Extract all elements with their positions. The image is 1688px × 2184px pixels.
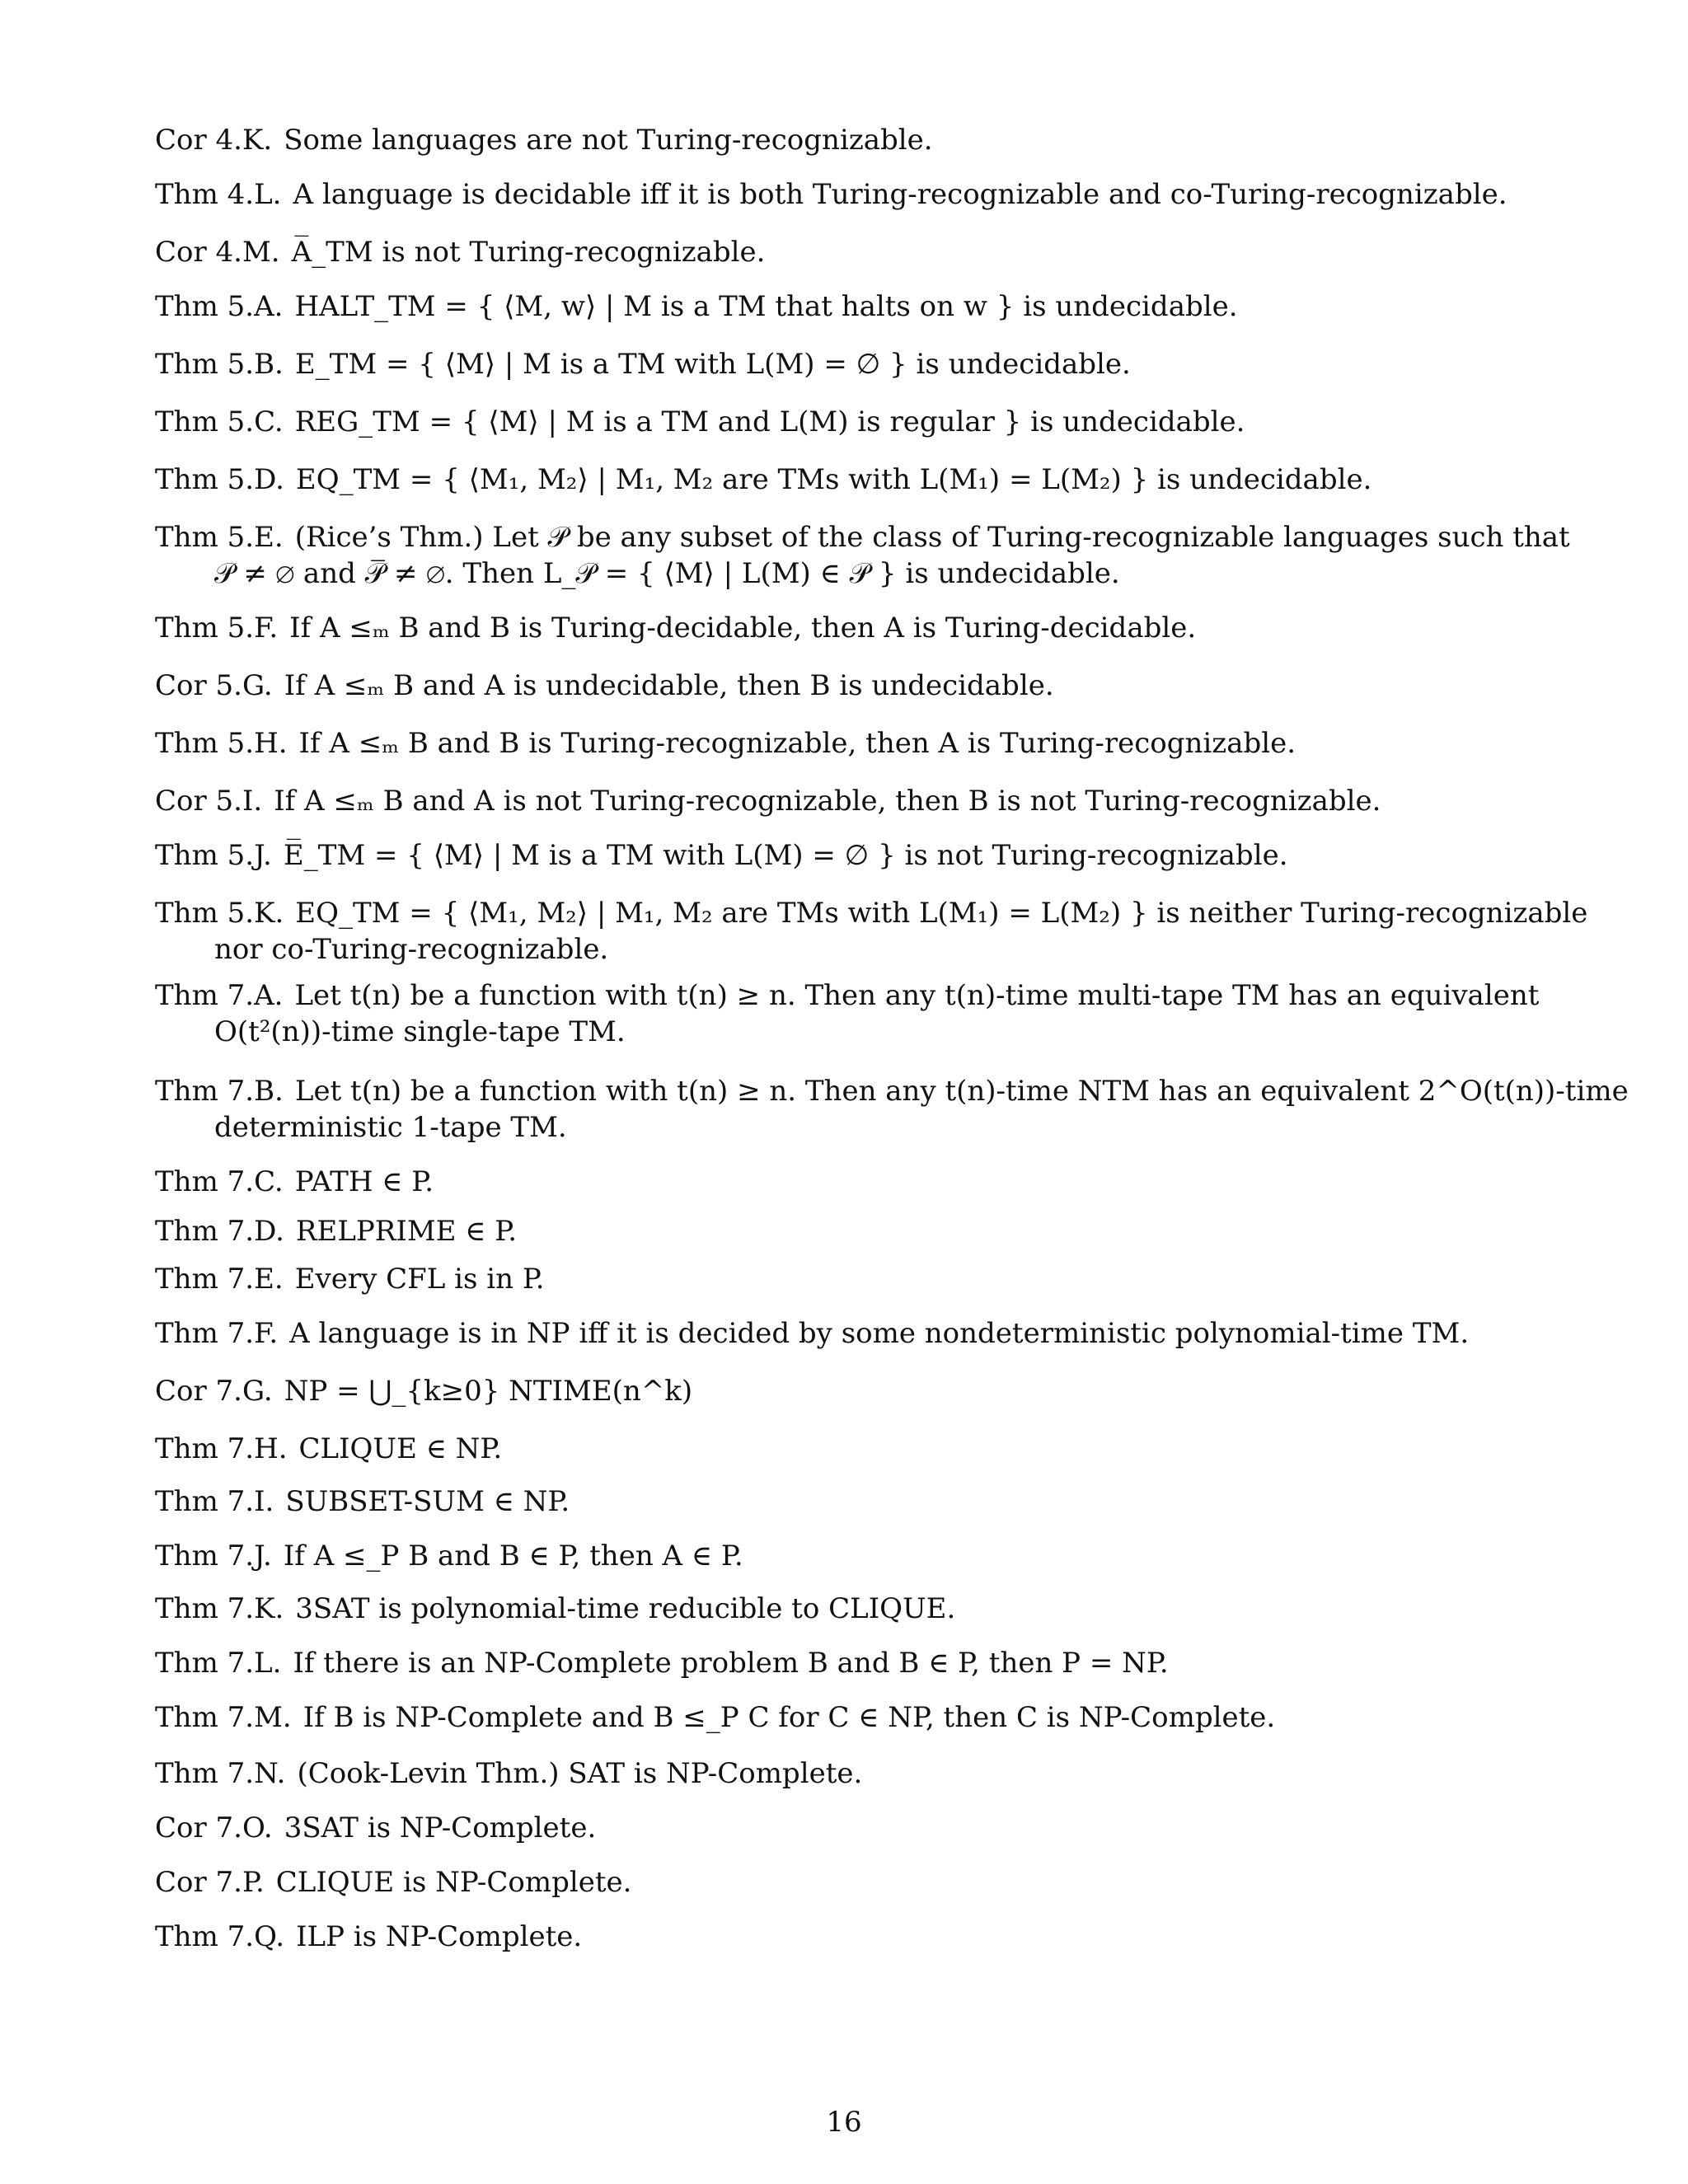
statement-text: E_TM = { ⟨M⟩ | M is a TM with L(M) = ∅ } is undecidable. bbox=[294, 348, 1131, 381]
statement-label: Thm 5.C. bbox=[155, 405, 284, 438]
statement-item bbox=[155, 1699, 1533, 1736]
statement-item bbox=[155, 1431, 1533, 1467]
statement-text: A language is in NP iff it is decided by some nondeterministic polynomial-time TM. bbox=[289, 1317, 1470, 1350]
statement-item bbox=[155, 1810, 1533, 1846]
statement-label: Cor 7.O. bbox=[155, 1811, 273, 1844]
statement-label: Thm 7.D. bbox=[155, 1215, 284, 1248]
statement-text: E̅_TM = { ⟨M⟩ | M is a TM with L(M) = ∅ } is not Turing-recognizable. bbox=[283, 839, 1288, 872]
statement-item bbox=[155, 1315, 1533, 1352]
statement-item bbox=[155, 1483, 1533, 1520]
statement-item bbox=[155, 288, 1533, 325]
statement-item bbox=[155, 404, 1533, 440]
statement-text: If A ≤ₘ B and A is undecidable, then B is undecidable. bbox=[284, 669, 1054, 702]
statement-label: Cor 4.M. bbox=[155, 236, 280, 269]
statement-text: If A ≤ₘ B and A is not Turing-recognizable, then B is not Turing-recognizable. bbox=[274, 785, 1381, 818]
statement-text-continued: deterministic 1-tape TM. bbox=[214, 1111, 567, 1144]
statement-text: 3SAT is polynomial-time reducible to CLIQUE. bbox=[295, 1592, 956, 1625]
statement-text: A̅_TM is not Turing-recognizable. bbox=[291, 236, 766, 269]
statement-label: Cor 7.G. bbox=[155, 1375, 273, 1408]
statement-label: Thm 5.J. bbox=[155, 839, 272, 872]
statement-text: (Cook-Levin Thm.) SAT is NP-Complete. bbox=[297, 1757, 863, 1790]
statement-item bbox=[155, 610, 1533, 646]
statement-text: SUBSET-SUM ∈ NP. bbox=[285, 1485, 570, 1518]
statement-label: Thm 5.A. bbox=[155, 290, 284, 323]
statement-text: NP = ⋃_{k≥0} NTIME(n^k) bbox=[284, 1375, 693, 1408]
statement-text: Some languages are not Turing-recognizable. bbox=[284, 124, 933, 157]
statement-text: A language is decidable iff it is both Turing-recognizable and co-Turing-recognizable. bbox=[293, 178, 1507, 211]
statement-text: (Rice’s Thm.) Let 𝒫 be any subset of the class of Turing-recognizable languages such that bbox=[294, 521, 1570, 554]
statement-item bbox=[155, 1645, 1533, 1681]
statement-label: Thm 7.K. bbox=[155, 1592, 284, 1625]
statement-label: Thm 7.B. bbox=[155, 1075, 284, 1108]
statement-label: Thm 7.H. bbox=[155, 1432, 288, 1465]
statement-label: Thm 5.E. bbox=[155, 521, 284, 554]
statement-text: PATH ∈ P. bbox=[294, 1165, 434, 1198]
statement-label: Thm 7.C. bbox=[155, 1165, 284, 1198]
statement-text: Every CFL is in P. bbox=[294, 1263, 545, 1296]
statement-label: Cor 5.I. bbox=[155, 785, 263, 818]
statement-label: Cor 5.G. bbox=[155, 669, 273, 702]
statement-label: Thm 7.N. bbox=[155, 1757, 286, 1790]
statement-text-continued: nor co-Turing-recognizable. bbox=[214, 933, 609, 966]
statement-text-continued: O(t²(n))-time single-tape TM. bbox=[214, 1015, 626, 1048]
statement-text: CLIQUE ∈ NP. bbox=[298, 1432, 503, 1465]
statement-item bbox=[155, 895, 1588, 968]
statement-label: Thm 5.D. bbox=[155, 463, 284, 496]
statement-label: Thm 5.H. bbox=[155, 727, 288, 760]
statement-label: Thm 5.B. bbox=[155, 348, 284, 381]
statement-label: Thm 7.M. bbox=[155, 1701, 292, 1734]
statement-text: Let t(n) be a function with t(n) ≥ n. Then any t(n)-time NTM has an equivalent 2^O(t(n))-time bbox=[294, 1075, 1629, 1108]
statement-item bbox=[155, 462, 1533, 498]
statement-item bbox=[155, 519, 1570, 592]
statement-item bbox=[155, 977, 1540, 1050]
statement-item bbox=[155, 837, 1533, 874]
statement-label: Cor 7.P. bbox=[155, 1866, 265, 1899]
statement-item bbox=[155, 1073, 1629, 1146]
statement-label: Thm 7.A. bbox=[155, 979, 284, 1012]
statement-text: EQ_TM = { ⟨M₁, M₂⟩ | M₁, M₂ are TMs with L(M₁) = L(M₂) } is undecidable. bbox=[295, 463, 1372, 496]
statement-item bbox=[155, 783, 1533, 819]
statement-item bbox=[155, 234, 1533, 270]
statement-text: If A ≤ₘ B and B is Turing-recognizable, then A is Turing-recognizable. bbox=[298, 727, 1296, 760]
statement-item bbox=[155, 1164, 1533, 1200]
statement-text: HALT_TM = { ⟨M, w⟩ | M is a TM that halts on w } is undecidable. bbox=[294, 290, 1238, 323]
statement-text: If A ≤_P B and B ∈ P, then A ∈ P. bbox=[283, 1540, 743, 1572]
statement-label: Cor 4.K. bbox=[155, 124, 273, 157]
statement-text: ILP is NP-Complete. bbox=[296, 1920, 583, 1953]
statement-item bbox=[155, 725, 1533, 762]
statement-item bbox=[155, 346, 1533, 382]
statement-text: REG_TM = { ⟨M⟩ | M is a TM and L(M) is regular } is undecidable. bbox=[294, 405, 1245, 438]
statement-item bbox=[155, 122, 1533, 158]
statement-label: Thm 7.I. bbox=[155, 1485, 274, 1518]
statement-text: RELPRIME ∈ P. bbox=[295, 1215, 518, 1248]
statement-label: Thm 7.J. bbox=[155, 1540, 272, 1572]
statement-item bbox=[155, 1591, 1533, 1627]
statement-item bbox=[155, 1373, 1533, 1409]
page-number: 16 bbox=[826, 2106, 862, 2139]
statement-text-continued: 𝒫 ≠ ∅ and 𝒫̅ ≠ ∅. Then L_𝒫 = { ⟨M⟩ | L(M) ∈ 𝒫 } is undecidable. bbox=[214, 557, 1120, 590]
statement-item bbox=[155, 1261, 1533, 1297]
statement-text: If B is NP-Complete and B ≤_P C for C ∈ NP, then C is NP-Complete. bbox=[302, 1701, 1276, 1734]
statement-text: If there is an NP-Complete problem B and B ∈ P, then P = NP. bbox=[293, 1647, 1169, 1680]
statement-text: Let t(n) be a function with t(n) ≥ n. Then any t(n)-time multi-tape TM has an equivalent bbox=[294, 979, 1540, 1012]
statement-item bbox=[155, 1538, 1533, 1574]
statement-text: If A ≤ₘ B and B is Turing-decidable, then A is Turing-decidable. bbox=[289, 612, 1197, 644]
statement-label: Thm 4.L. bbox=[155, 178, 282, 211]
statement-label: Thm 5.F. bbox=[155, 612, 279, 644]
statement-item bbox=[155, 1864, 1533, 1900]
statement-text: EQ_TM = { ⟨M₁, M₂⟩ | M₁, M₂ are TMs with L(M₁) = L(M₂) } is neither Turing-recognizable bbox=[295, 897, 1588, 930]
statement-text: CLIQUE is NP-Complete. bbox=[275, 1866, 632, 1899]
statement-label: Thm 7.Q. bbox=[155, 1920, 285, 1953]
statement-label: Thm 5.K. bbox=[155, 897, 284, 930]
statement-label: Thm 7.F. bbox=[155, 1317, 279, 1350]
statement-text: 3SAT is NP-Complete. bbox=[284, 1811, 597, 1844]
statement-item bbox=[155, 668, 1533, 704]
statement-item bbox=[155, 1213, 1533, 1249]
statement-item bbox=[155, 1755, 1533, 1792]
statement-item bbox=[155, 1919, 1533, 1955]
statement-label: Thm 7.L. bbox=[155, 1647, 282, 1680]
statement-item bbox=[155, 176, 1533, 213]
statement-label: Thm 7.E. bbox=[155, 1263, 284, 1296]
